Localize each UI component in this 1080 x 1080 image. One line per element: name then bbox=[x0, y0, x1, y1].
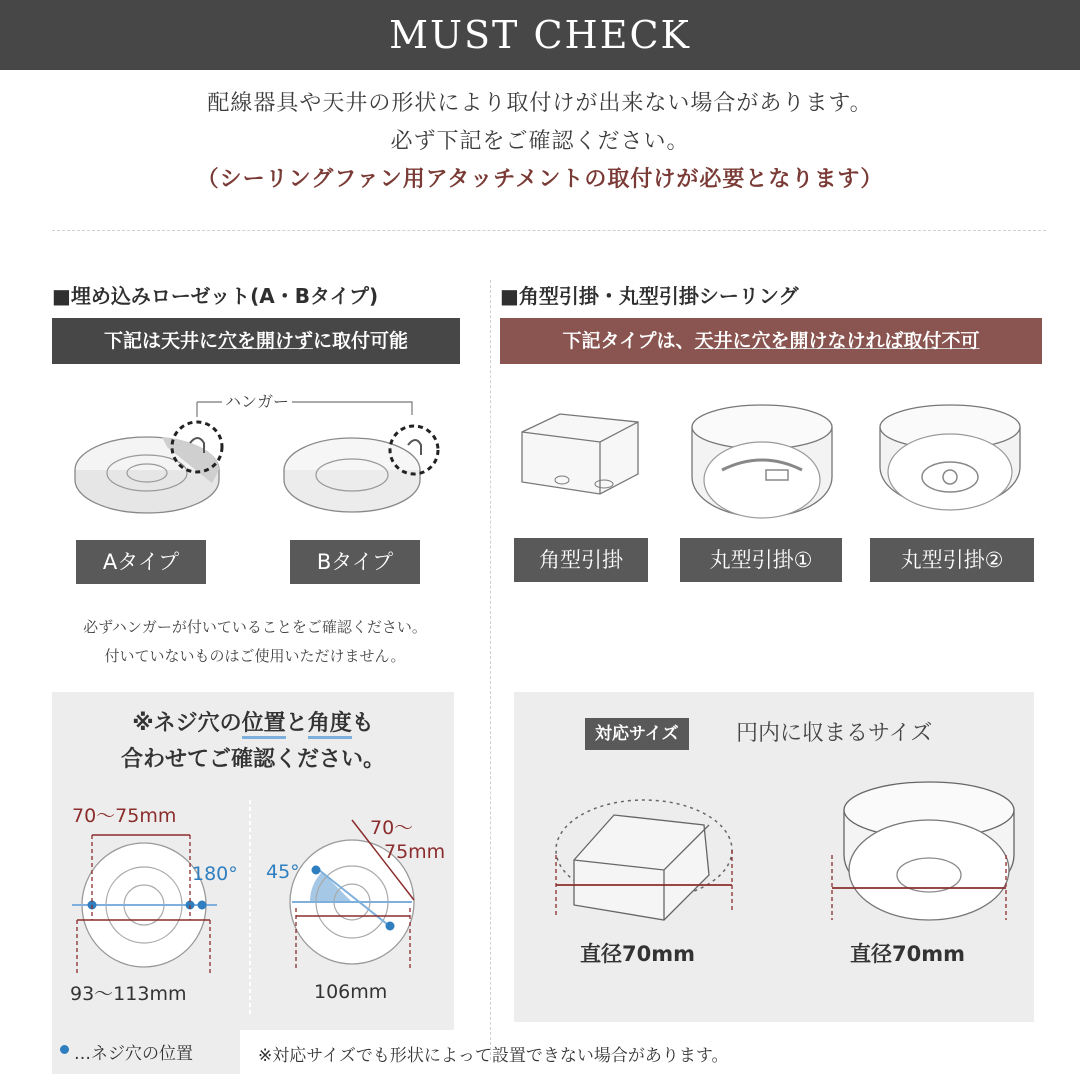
hanger-note-1: 必ずハンガーが付いていることをご確認ください。 bbox=[83, 618, 427, 636]
screw-title-angle: 角度 bbox=[308, 711, 352, 739]
round-fitting-1-label: 丸型引掛① bbox=[680, 538, 842, 582]
screw-hole-dot bbox=[312, 866, 321, 875]
square-size-illustration bbox=[556, 800, 732, 920]
dim-93-113: 93～113mm bbox=[70, 983, 187, 1005]
left-banner-post: に取付可能 bbox=[313, 330, 409, 352]
rosette-illustrations bbox=[52, 385, 462, 525]
type-a-label: Aタイプ bbox=[76, 540, 206, 584]
left-banner-pre: 下記は天井に bbox=[103, 330, 218, 352]
round-size-illustration bbox=[832, 782, 1014, 920]
dim-70-75-left: 70～75mm bbox=[72, 805, 177, 827]
size-badge: 対応サイズ bbox=[585, 718, 689, 750]
rosette-b-illustration bbox=[284, 426, 438, 512]
type-b-label: Bタイプ bbox=[290, 540, 420, 584]
square-fitting-label: 角型引掛 bbox=[514, 538, 648, 582]
diameter-label-square: 直径70mm bbox=[580, 942, 695, 966]
screw-diagram-180 bbox=[70, 805, 238, 1005]
left-banner bbox=[52, 318, 460, 364]
diameter-label-round: 直径70mm bbox=[850, 942, 965, 966]
angle-45-label: 45° bbox=[266, 861, 300, 883]
divider-vertical bbox=[490, 280, 491, 1060]
round-fitting-1-illustration bbox=[692, 405, 832, 518]
dim-70-75-right-1: 70～ bbox=[370, 817, 414, 839]
left-banner-underline: 穴を開けず bbox=[217, 330, 313, 352]
right-banner-post: 取付不可 bbox=[903, 330, 980, 352]
screw-title-pre: ※ネジ穴の bbox=[132, 711, 242, 736]
screw-panel-title-2: 合わせてご確認ください。 bbox=[120, 747, 385, 772]
screw-diagrams bbox=[52, 790, 454, 1020]
left-section-title: ■埋め込みローゼット(A・Bタイプ) bbox=[52, 284, 379, 308]
right-section-title: ■角型引掛・丸型引掛シーリング bbox=[500, 284, 799, 308]
right-banner-pre: 下記タイプは、 bbox=[562, 330, 695, 352]
footnote: ※対応サイズでも形状によって設置できない場合があります。 bbox=[258, 1046, 729, 1066]
intro-line-2: 必ず下記をご確認ください。 bbox=[390, 129, 690, 154]
hanger-note-2: 付いていないものはご使用いただけません。 bbox=[104, 647, 406, 665]
screw-title-mid: と bbox=[285, 711, 308, 736]
right-banner bbox=[500, 318, 1042, 364]
dim-106: 106mm bbox=[314, 981, 388, 1003]
intro-line-1: 配線器具や天井の形状により取付けが出来ない場合があります。 bbox=[207, 91, 873, 116]
ceiling-fitting-illustrations bbox=[500, 392, 1045, 532]
legend-text: …ネジ穴の位置 bbox=[74, 1044, 193, 1064]
screw-panel-title-1 bbox=[52, 706, 454, 737]
round-fitting-2-label: 丸型引掛② bbox=[870, 538, 1034, 582]
rosette-a-illustration bbox=[75, 422, 222, 513]
intro-line-3: （シーリングファン用アタッチメントの取付けが必要となります） bbox=[196, 167, 884, 192]
right-banner-underline: 天井に穴を開けなければ bbox=[694, 330, 904, 352]
screw-title-post: も bbox=[351, 711, 374, 736]
round-fitting-2-illustration bbox=[880, 405, 1020, 510]
size-text: 円内に収まるサイズ bbox=[736, 721, 933, 746]
square-fitting-illustration bbox=[522, 414, 638, 494]
divider-horizontal bbox=[52, 230, 1046, 231]
screw-title-position: 位置 bbox=[242, 711, 286, 739]
screw-hole-legend-dot bbox=[60, 1045, 69, 1054]
page-title: MUST CHECK bbox=[389, 13, 691, 57]
hanger-label: ハンガー bbox=[224, 392, 290, 411]
angle-180-label: 180° bbox=[192, 863, 238, 885]
screw-hole-dot bbox=[198, 901, 207, 910]
dim-70-75-right-2: 75mm bbox=[384, 841, 446, 863]
screw-hole-dot bbox=[386, 922, 395, 931]
screw-diagram-45 bbox=[266, 817, 445, 1003]
